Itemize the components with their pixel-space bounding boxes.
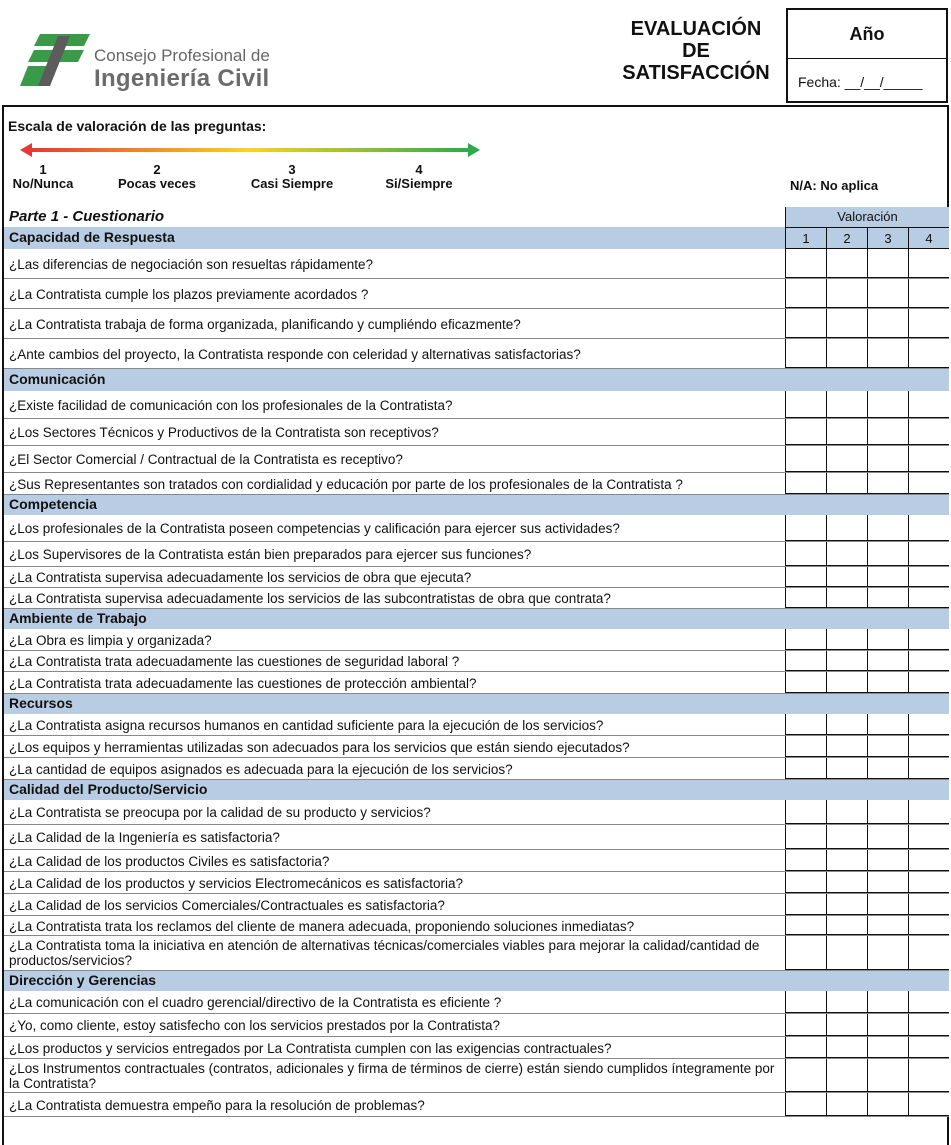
rating-cell-3[interactable]	[867, 1059, 908, 1092]
rating-cell-2[interactable]	[826, 672, 867, 693]
rating-cell-3[interactable]	[867, 446, 908, 472]
question-text: ¿La Contratista trata adecuadamente las cuestiones de seguridad laboral ?	[9, 654, 460, 669]
rating-cell-4[interactable]	[908, 629, 949, 650]
question-text: ¿La Calidad de los productos Civiles es satisfactoria?	[9, 854, 330, 869]
scale-level-3-num: 3	[288, 162, 296, 177]
logo-mark-icon	[20, 28, 92, 88]
rating-cell-2[interactable]	[826, 1093, 867, 1116]
rating-cell-3[interactable]	[867, 629, 908, 650]
section-header	[4, 609, 949, 629]
scale-level-2-label: Pocas veces	[117, 176, 197, 191]
rating-cell-2[interactable]	[826, 651, 867, 671]
rating-cell-4[interactable]	[908, 1014, 949, 1036]
question-text: ¿Los profesionales de la Contratista poseen competencias y calificación para ejercer sus actividades?	[9, 521, 620, 536]
rating-cells	[785, 446, 949, 472]
rating-cell-2[interactable]	[826, 515, 867, 541]
rating-cell-1[interactable]	[785, 419, 826, 445]
rating-cell-3[interactable]	[867, 588, 908, 608]
rating-cell-3[interactable]	[867, 872, 908, 893]
rating-cells	[785, 672, 949, 693]
question-text: ¿Los Sectores Técnicos y Productivos de la Contratista son receptivos?	[9, 425, 439, 440]
question-row	[4, 515, 949, 542]
rating-cell-4[interactable]	[908, 542, 949, 566]
rating-cell-2[interactable]	[826, 391, 867, 418]
rating-cell-2[interactable]	[826, 542, 867, 566]
rating-cell-2[interactable]	[826, 894, 867, 915]
rating-cell-3[interactable]	[867, 850, 908, 871]
rating-cell-2[interactable]	[826, 339, 867, 368]
question-text: ¿Los productos y servicios entregados por La Contratista cumplen con las exigencias contractuales?	[9, 1041, 612, 1056]
rating-cells	[785, 339, 949, 368]
rating-cell-3[interactable]	[867, 419, 908, 445]
rating-cell-4[interactable]	[908, 850, 949, 871]
scale-level-3-label: Casi Siempre	[250, 176, 334, 191]
rating-cell-1[interactable]	[785, 391, 826, 418]
question-row	[4, 279, 949, 309]
rating-cell-2[interactable]	[826, 629, 867, 650]
rating-cell-4[interactable]	[908, 736, 949, 757]
rating-cell-1[interactable]	[785, 446, 826, 472]
section-cells	[785, 227, 949, 249]
rating-cell-1[interactable]	[785, 936, 826, 970]
rating-cell-2[interactable]	[826, 1059, 867, 1092]
rating-cell-2[interactable]	[826, 249, 867, 278]
rating-cell-4[interactable]	[908, 672, 949, 693]
question-row	[4, 1014, 949, 1037]
section-header	[4, 694, 949, 714]
section-header	[4, 369, 949, 391]
year-date-box	[786, 8, 948, 103]
na-note: N/A: No aplica	[790, 178, 879, 193]
rating-cell-3[interactable]	[867, 651, 908, 671]
rating-cell-1[interactable]	[785, 825, 826, 849]
rating-cell-2[interactable]	[826, 1037, 867, 1058]
rating-cell-3[interactable]	[867, 473, 908, 494]
rating-cells	[785, 991, 949, 1013]
rating-cell-2[interactable]	[826, 309, 867, 338]
question-row	[4, 991, 949, 1014]
question-row	[4, 1037, 949, 1059]
rating-cell-3[interactable]	[867, 309, 908, 338]
rating-cell-3[interactable]	[867, 672, 908, 693]
rating-cells	[785, 1014, 949, 1036]
rating-cell-3[interactable]	[867, 916, 908, 935]
rating-column-header: 1	[785, 227, 826, 249]
rating-cell-4[interactable]	[908, 391, 949, 418]
rating-cell-2[interactable]	[826, 916, 867, 935]
rating-cell-1[interactable]	[785, 1093, 826, 1116]
rating-cell-3[interactable]	[867, 249, 908, 278]
rating-cell-3[interactable]	[867, 515, 908, 541]
rating-cell-1[interactable]	[785, 672, 826, 693]
section-cells	[785, 609, 949, 629]
rating-column-header: 3	[867, 227, 908, 249]
rating-cell-2[interactable]	[826, 936, 867, 970]
rating-cells	[785, 279, 949, 308]
question-row	[4, 309, 949, 339]
scale-level-4	[374, 163, 464, 191]
rating-cell-1[interactable]	[785, 1014, 826, 1036]
rating-cell-2[interactable]	[826, 588, 867, 608]
scale-level-2	[112, 163, 202, 191]
rating-cells	[785, 736, 949, 757]
logo-org-name: Ingeniería Civil	[94, 65, 270, 92]
question-text: ¿Existe facilidad de comunicación con los profesionales de la Contratista?	[9, 398, 453, 413]
rating-cell-1[interactable]	[785, 515, 826, 541]
scale-title: Escala de valoración de las preguntas:	[8, 118, 267, 134]
question-text: ¿La Contratista supervisa adecuadamente los servicios de las subcontratistas de obra que contrata?	[9, 591, 611, 606]
question-row	[4, 629, 949, 651]
question-row	[4, 872, 949, 894]
rating-cell-4[interactable]	[908, 758, 949, 779]
rating-cells	[785, 391, 949, 418]
rating-cell-4[interactable]	[908, 1059, 949, 1092]
scale-level-4-num: 4	[415, 162, 423, 177]
question-row	[4, 714, 949, 736]
rating-cells	[785, 515, 949, 541]
rating-cell-4[interactable]	[908, 714, 949, 735]
question-row	[4, 894, 949, 916]
rating-cell-1[interactable]	[785, 894, 826, 915]
rating-cell-4[interactable]	[908, 825, 949, 849]
section-cells	[785, 369, 949, 391]
rating-cell-4[interactable]	[908, 872, 949, 893]
rating-cell-4[interactable]	[908, 309, 949, 338]
rating-cell-2[interactable]	[826, 825, 867, 849]
rating-cell-3[interactable]	[867, 1093, 908, 1116]
rating-cell-1[interactable]	[785, 736, 826, 757]
rating-cell-2[interactable]	[826, 736, 867, 757]
rating-cell-1[interactable]	[785, 249, 826, 278]
scale-gradient-arrow-icon	[20, 140, 480, 160]
question-text: ¿La Contratista se preocupa por la calidad de su producto y servicios?	[9, 805, 431, 820]
rating-cell-2[interactable]	[826, 758, 867, 779]
rating-cell-3[interactable]	[867, 800, 908, 824]
rating-cell-4[interactable]	[908, 446, 949, 472]
rating-cell-2[interactable]	[826, 419, 867, 445]
section-cells	[785, 971, 949, 991]
question-row	[4, 1059, 949, 1093]
rating-cells	[785, 714, 949, 735]
rating-cell-1[interactable]	[785, 473, 826, 494]
question-text: ¿La Calidad de los productos y servicios Electromecánicos es satisfactoria?	[9, 876, 463, 891]
rating-cell-4[interactable]	[908, 249, 949, 278]
rating-cell-2[interactable]	[826, 473, 867, 494]
rating-cells	[785, 850, 949, 871]
question-text: ¿Los Instrumentos contractuales (contratos, adicionales y firma de términos de cierre) están siendo cumplidos íntegramente por la Contratista?	[9, 1061, 775, 1091]
form-header	[0, 0, 951, 103]
rating-cell-4[interactable]	[908, 916, 949, 935]
part-title: Parte 1 - Cuestionario	[9, 208, 165, 225]
rating-cell-4[interactable]	[908, 588, 949, 608]
rating-cell-2[interactable]	[826, 872, 867, 893]
rating-cell-2[interactable]	[826, 800, 867, 824]
rating-cell-4[interactable]	[908, 339, 949, 368]
rating-cell-1[interactable]	[785, 339, 826, 368]
question-text: ¿La comunicación con el cuadro gerencial/directivo de la Contratista es eficiente ?	[9, 995, 502, 1010]
question-row	[4, 446, 949, 473]
rating-column-header: 4	[908, 227, 949, 249]
question-row	[4, 651, 949, 672]
rating-cell-2[interactable]	[826, 567, 867, 587]
rating-cell-3[interactable]	[867, 936, 908, 970]
rating-cell-4[interactable]	[908, 567, 949, 587]
question-row	[4, 542, 949, 567]
scale-level-1	[8, 163, 78, 191]
rating-cells	[785, 1037, 949, 1058]
section-title: Capacidad de Respuesta	[9, 229, 175, 245]
rating-cells	[785, 473, 949, 494]
rating-cell-3[interactable]	[867, 991, 908, 1013]
title-line-3: SATISFACCIÓN	[622, 62, 770, 84]
rating-cell-1[interactable]	[785, 651, 826, 671]
rating-cell-3[interactable]	[867, 567, 908, 587]
rating-cell-4[interactable]	[908, 515, 949, 541]
rating-cells	[785, 419, 949, 445]
rating-cell-1[interactable]	[785, 714, 826, 735]
question-row	[4, 672, 949, 694]
question-text: ¿La Calidad de la Ingeniería es satisfactoria?	[9, 830, 280, 845]
rating-cell-1[interactable]	[785, 588, 826, 608]
rating-cell-1[interactable]	[785, 309, 826, 338]
rating-cell-3[interactable]	[867, 894, 908, 915]
question-row	[4, 588, 949, 609]
scale-level-1-label: No/Nunca	[12, 176, 74, 191]
question-text: ¿La Obra es limpia y organizada?	[9, 633, 212, 648]
rating-cell-1[interactable]	[785, 872, 826, 893]
rating-cells	[785, 758, 949, 779]
question-text: ¿La Contratista trata adecuadamente las cuestiones de protección ambiental?	[9, 676, 477, 691]
question-text: ¿El Sector Comercial / Contractual de la Contratista es receptivo?	[9, 452, 403, 467]
question-text: ¿La Contratista asigna recursos humanos en cantidad suficiente para la ejecución de los servicios?	[9, 718, 604, 733]
section-title: Competencia	[9, 496, 97, 512]
rating-cell-1[interactable]	[785, 916, 826, 935]
question-text: ¿La Contratista toma la iniciativa en atención de alternativas técnicas/comerciales viables para mejorar la calidad/cantidad de productos/servicios?	[9, 938, 760, 968]
section-header	[4, 227, 949, 249]
rating-cell-3[interactable]	[867, 339, 908, 368]
question-row	[4, 936, 949, 971]
rating-cell-1[interactable]	[785, 1059, 826, 1092]
section-cells	[785, 495, 949, 515]
section-title: Comunicación	[9, 371, 106, 387]
section-cells	[785, 694, 949, 714]
question-row	[4, 758, 949, 780]
rating-cell-1[interactable]	[785, 629, 826, 650]
question-row	[4, 391, 949, 419]
question-text: ¿La Contratista trata los reclamos del cliente de manera adecuada, proponiendo soluciones inmediatas?	[9, 919, 635, 934]
part-1-header	[4, 207, 949, 227]
rating-cell-3[interactable]	[867, 1037, 908, 1058]
rating-cells	[785, 588, 949, 608]
rating-cells	[785, 249, 949, 278]
question-row	[4, 1093, 949, 1117]
section-header	[4, 780, 949, 800]
rating-cell-4[interactable]	[908, 473, 949, 494]
question-text: ¿La Contratista trabaja de forma organizada, planificando y cumpliéndo eficazmente?	[9, 317, 521, 332]
rating-cell-4[interactable]	[908, 651, 949, 671]
rating-cells	[785, 542, 949, 566]
rating-cell-3[interactable]	[867, 1014, 908, 1036]
rating-column-header: 2	[826, 227, 867, 249]
question-row	[4, 916, 949, 936]
rating-cells	[785, 651, 949, 671]
rating-cell-4[interactable]	[908, 936, 949, 970]
section-title: Recursos	[9, 695, 73, 711]
rating-cell-2[interactable]	[826, 991, 867, 1013]
question-text: ¿Ante cambios del proyecto, la Contratista responde con celeridad y alternativas satisfactorias?	[9, 347, 581, 362]
rating-cells	[785, 936, 949, 970]
scale-level-3	[240, 163, 344, 191]
date-field[interactable]: Fecha: __/__/_____	[798, 74, 923, 90]
rating-cell-1[interactable]	[785, 758, 826, 779]
question-row	[4, 473, 949, 495]
rating-cell-2[interactable]	[826, 279, 867, 308]
rating-cell-1[interactable]	[785, 542, 826, 566]
year-field[interactable]: Año	[788, 10, 946, 59]
question-row	[4, 800, 949, 825]
question-row	[4, 850, 949, 872]
form-title	[608, 18, 784, 84]
question-text: ¿Sus Representantes son tratados con cordialidad y educación por parte de los profesionales de la Contratista ?	[9, 477, 683, 492]
rating-cells	[785, 916, 949, 935]
rating-cells	[785, 872, 949, 893]
question-row	[4, 825, 949, 850]
question-text: ¿Los Supervisores de la Contratista están bien preparados para ejercer sus funciones?	[9, 547, 532, 562]
rating-cell-3[interactable]	[867, 825, 908, 849]
section-header	[4, 971, 949, 991]
rating-cell-4[interactable]	[908, 991, 949, 1013]
rating-cell-2[interactable]	[826, 850, 867, 871]
rating-cell-4[interactable]	[908, 800, 949, 824]
rating-cell-1[interactable]	[785, 850, 826, 871]
rating-cell-2[interactable]	[826, 446, 867, 472]
question-text: ¿La cantidad de equipos asignados es adecuada para la ejecución de los servicios?	[9, 762, 513, 777]
rating-cell-3[interactable]	[867, 758, 908, 779]
rating-cell-4[interactable]	[908, 419, 949, 445]
rating-cell-1[interactable]	[785, 567, 826, 587]
rating-cell-1[interactable]	[785, 1037, 826, 1058]
cpic-logo	[20, 28, 320, 90]
rating-cells	[785, 1093, 949, 1116]
rating-cell-3[interactable]	[867, 736, 908, 757]
rating-cells	[785, 894, 949, 915]
question-row	[4, 249, 949, 279]
section-title: Calidad del Producto/Servicio	[9, 781, 208, 797]
rating-cell-2[interactable]	[826, 714, 867, 735]
rating-cells	[785, 1059, 949, 1092]
rating-cell-3[interactable]	[867, 391, 908, 418]
rating-cells	[785, 825, 949, 849]
rating-cells	[785, 629, 949, 650]
rating-cell-3[interactable]	[867, 714, 908, 735]
section-title: Dirección y Gerencias	[9, 972, 157, 988]
question-text: ¿La Calidad de los servicios Comerciales/Contractuales es satisfactoria?	[9, 898, 445, 913]
question-text: ¿La Contratista cumple los plazos previamente acordados ?	[9, 287, 369, 302]
valoracion-header: Valoración	[785, 207, 949, 227]
question-row	[4, 567, 949, 588]
question-text: ¿Yo, como cliente, estoy satisfecho con los servicios prestados por la Contratista?	[9, 1018, 500, 1033]
question-text: ¿Los equipos y herramientas utilizadas son adecuados para los servicios que están siendo ejecutados?	[9, 740, 630, 755]
scale-level-2-num: 2	[153, 162, 161, 177]
title-line-1: EVALUACIÓN	[630, 18, 762, 40]
section-header	[4, 495, 949, 515]
rating-cell-1[interactable]	[785, 991, 826, 1013]
scale-level-4-label: Si/Siempre	[385, 176, 453, 191]
rating-cells	[785, 567, 949, 587]
rating-cell-3[interactable]	[867, 279, 908, 308]
question-row	[4, 736, 949, 758]
scale-level-1-num: 1	[39, 162, 47, 177]
rating-cell-4[interactable]	[908, 1037, 949, 1058]
rating-cells	[785, 800, 949, 824]
rating-cell-1[interactable]	[785, 279, 826, 308]
rating-cell-1[interactable]	[785, 800, 826, 824]
rating-cell-3[interactable]	[867, 542, 908, 566]
rating-cell-2[interactable]	[826, 1014, 867, 1036]
rating-cell-4[interactable]	[908, 1093, 949, 1116]
title-line-2: DE	[682, 40, 710, 62]
question-text: ¿Las diferencias de negociación son resueltas rápidamente?	[9, 257, 373, 272]
rating-cell-4[interactable]	[908, 894, 949, 915]
section-cells	[785, 780, 949, 800]
question-text: ¿La Contratista supervisa adecuadamente los servicios de obra que ejecuta?	[9, 570, 472, 585]
logo-org-line: Consejo Profesional de	[94, 46, 270, 65]
rating-cell-4[interactable]	[908, 279, 949, 308]
question-row	[4, 339, 949, 369]
rating-cells	[785, 309, 949, 338]
section-title: Ambiente de Trabajo	[9, 610, 147, 626]
question-text: ¿La Contratista demuestra empeño para la resolución de problemas?	[9, 1098, 425, 1113]
question-row	[4, 419, 949, 446]
